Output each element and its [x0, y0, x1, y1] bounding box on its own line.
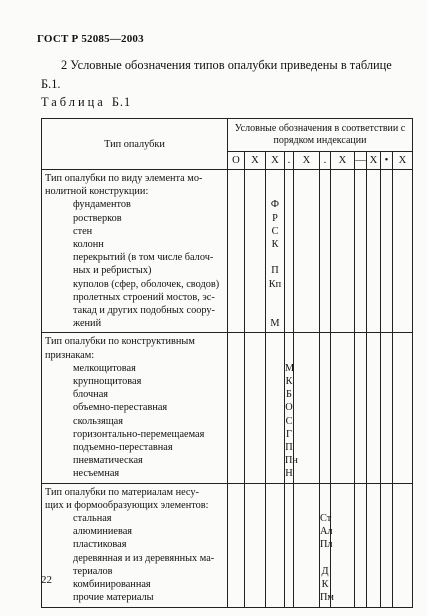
code-value: Ст — [320, 513, 332, 525]
item-label: несъемная — [73, 468, 120, 480]
index-column-5: . — [320, 151, 331, 169]
code-value: К — [271, 238, 279, 250]
code-spacer — [266, 291, 284, 304]
designation-table — [41, 118, 413, 608]
empty-cell — [393, 170, 413, 333]
item-label: стен — [73, 225, 93, 237]
item-label: пролетных строений мостов, эс- — [73, 291, 215, 303]
column-header-type: Тип опалубки — [42, 119, 228, 170]
page-number: 22 — [41, 574, 52, 586]
empty-cell — [285, 170, 294, 333]
code-value: Пл — [320, 539, 333, 551]
section-description — [42, 333, 228, 483]
table-section-row — [42, 333, 413, 483]
empty-cell — [367, 483, 381, 607]
code-value: М — [285, 362, 295, 374]
item-label: куполов (сфер, оболочек, сводов) — [73, 278, 220, 290]
section-heading-line: нолитной конструкции: — [45, 186, 149, 198]
item-label: прочие материалы — [73, 592, 154, 604]
code-column — [320, 483, 334, 607]
table-caption — [41, 95, 131, 110]
empty-cell — [294, 170, 320, 333]
item-label: горизонтально-перемещаемая — [73, 428, 205, 440]
code-value: Ал — [320, 526, 333, 538]
section-heading-line: Тип опалубки по конструктивным — [45, 336, 195, 348]
item-label: фундаментов — [73, 199, 131, 211]
code-value: П — [271, 265, 279, 277]
code-value: Ф — [270, 199, 280, 211]
empty-cell — [393, 483, 413, 607]
section-heading-line: Тип опалубки по материалам несу- — [45, 486, 199, 498]
section-description — [42, 170, 228, 333]
section-heading-line: Тип опалубки по виду элемента мо- — [45, 173, 203, 184]
item-label: перекрытий (в том числе балоч- — [73, 252, 214, 264]
item-label: жений — [73, 318, 102, 330]
code-value: К — [285, 376, 293, 387]
empty-cell — [331, 483, 355, 607]
empty-cell — [266, 333, 285, 483]
item-label: ных и ребристых) — [73, 265, 152, 277]
index-column-1: Х — [245, 151, 266, 169]
empty-cell — [331, 333, 355, 483]
index-column-4: Х — [294, 151, 320, 169]
code-value: Н — [285, 468, 293, 480]
code-value: Б — [286, 389, 292, 401]
item-label: алюминиевая — [73, 526, 133, 538]
code-column — [285, 333, 298, 483]
code-value: О — [285, 402, 293, 414]
code-value: Д — [321, 565, 329, 577]
item-label: стальная — [73, 513, 112, 525]
item-label: мелкощитовая — [73, 362, 136, 374]
empty-cell — [228, 170, 245, 333]
item-label: деревянная и из деревянных ма- — [73, 552, 215, 564]
empty-cell — [367, 170, 381, 333]
empty-cell — [367, 333, 381, 483]
code-value: Кп — [268, 278, 282, 290]
empty-cell — [393, 333, 413, 483]
index-column-3: . — [285, 151, 294, 169]
index-column-0: О — [228, 151, 245, 169]
empty-cell — [320, 333, 331, 483]
index-column-8: Х — [367, 151, 381, 169]
index-column-2: Х — [266, 151, 285, 169]
item-label: пластиковая — [73, 539, 127, 551]
column-header-designations: Условные обозначения в соответствии с порядком индексации — [228, 119, 413, 152]
code-value: М — [270, 318, 280, 330]
index-column-9: • — [381, 151, 393, 169]
item-label: ростверков — [73, 212, 122, 224]
empty-cell — [228, 483, 245, 607]
table-section-row — [42, 170, 413, 333]
intro-paragraph: 2 Условные обозначения типов опалубки приведены в таблице Б.1. — [41, 58, 392, 91]
table-section-row — [42, 483, 413, 607]
document-header-id: ГОСТ Р 52085—2003 — [37, 33, 144, 45]
item-label: пневматическая — [73, 455, 143, 467]
code-column — [266, 170, 285, 333]
empty-cell — [355, 333, 367, 483]
item-label: териалов — [73, 565, 113, 577]
section-heading-line: щих и формообразующих элементов: — [45, 499, 209, 511]
code-value: С — [285, 415, 293, 427]
empty-cell — [294, 483, 320, 607]
index-column-7: — — [355, 151, 367, 169]
index-column-10: Х — [393, 151, 413, 169]
code-value: Г — [286, 428, 292, 440]
code-value: Пм — [320, 592, 334, 604]
table-caption-number: Б.1 — [111, 95, 132, 109]
code-value: С — [271, 225, 279, 237]
code-spacer — [266, 251, 284, 264]
empty-cell — [381, 170, 393, 333]
code-spacer — [266, 304, 284, 317]
code-spacer — [320, 552, 330, 565]
code-value: П — [285, 441, 293, 453]
item-label: колонн — [73, 239, 104, 251]
empty-cell — [381, 483, 393, 607]
empty-cell — [331, 170, 355, 333]
item-label: объемно-переставная — [73, 402, 168, 414]
empty-cell — [245, 333, 266, 483]
empty-cell — [266, 483, 285, 607]
code-value: Пн — [285, 455, 298, 467]
code-spacer — [285, 349, 293, 362]
table-caption-word: Таблица — [41, 95, 106, 109]
empty-cell — [245, 483, 266, 607]
empty-cell — [285, 483, 294, 607]
item-label: такад и других подобных соору- — [73, 305, 215, 317]
index-column-6: Х — [331, 151, 355, 169]
code-spacer — [285, 335, 293, 348]
code-spacer — [320, 486, 330, 499]
section-description — [42, 483, 228, 607]
code-spacer — [320, 499, 330, 512]
item-label: блочная — [73, 389, 108, 401]
empty-cell — [355, 170, 367, 333]
empty-cell — [245, 170, 266, 333]
empty-cell — [320, 170, 331, 333]
item-label: крупнощитовая — [73, 376, 142, 388]
code-spacer — [266, 172, 284, 185]
code-spacer — [266, 185, 284, 198]
item-label: комбинированная — [73, 579, 151, 591]
empty-cell — [228, 333, 245, 483]
item-label: скользящая — [73, 415, 123, 427]
empty-cell — [355, 483, 367, 607]
code-value: Р — [272, 212, 278, 224]
item-label: подъемно-переставная — [73, 442, 173, 454]
code-value: К — [321, 578, 329, 590]
empty-cell — [381, 333, 393, 483]
section-heading-line: признакам: — [45, 349, 95, 361]
